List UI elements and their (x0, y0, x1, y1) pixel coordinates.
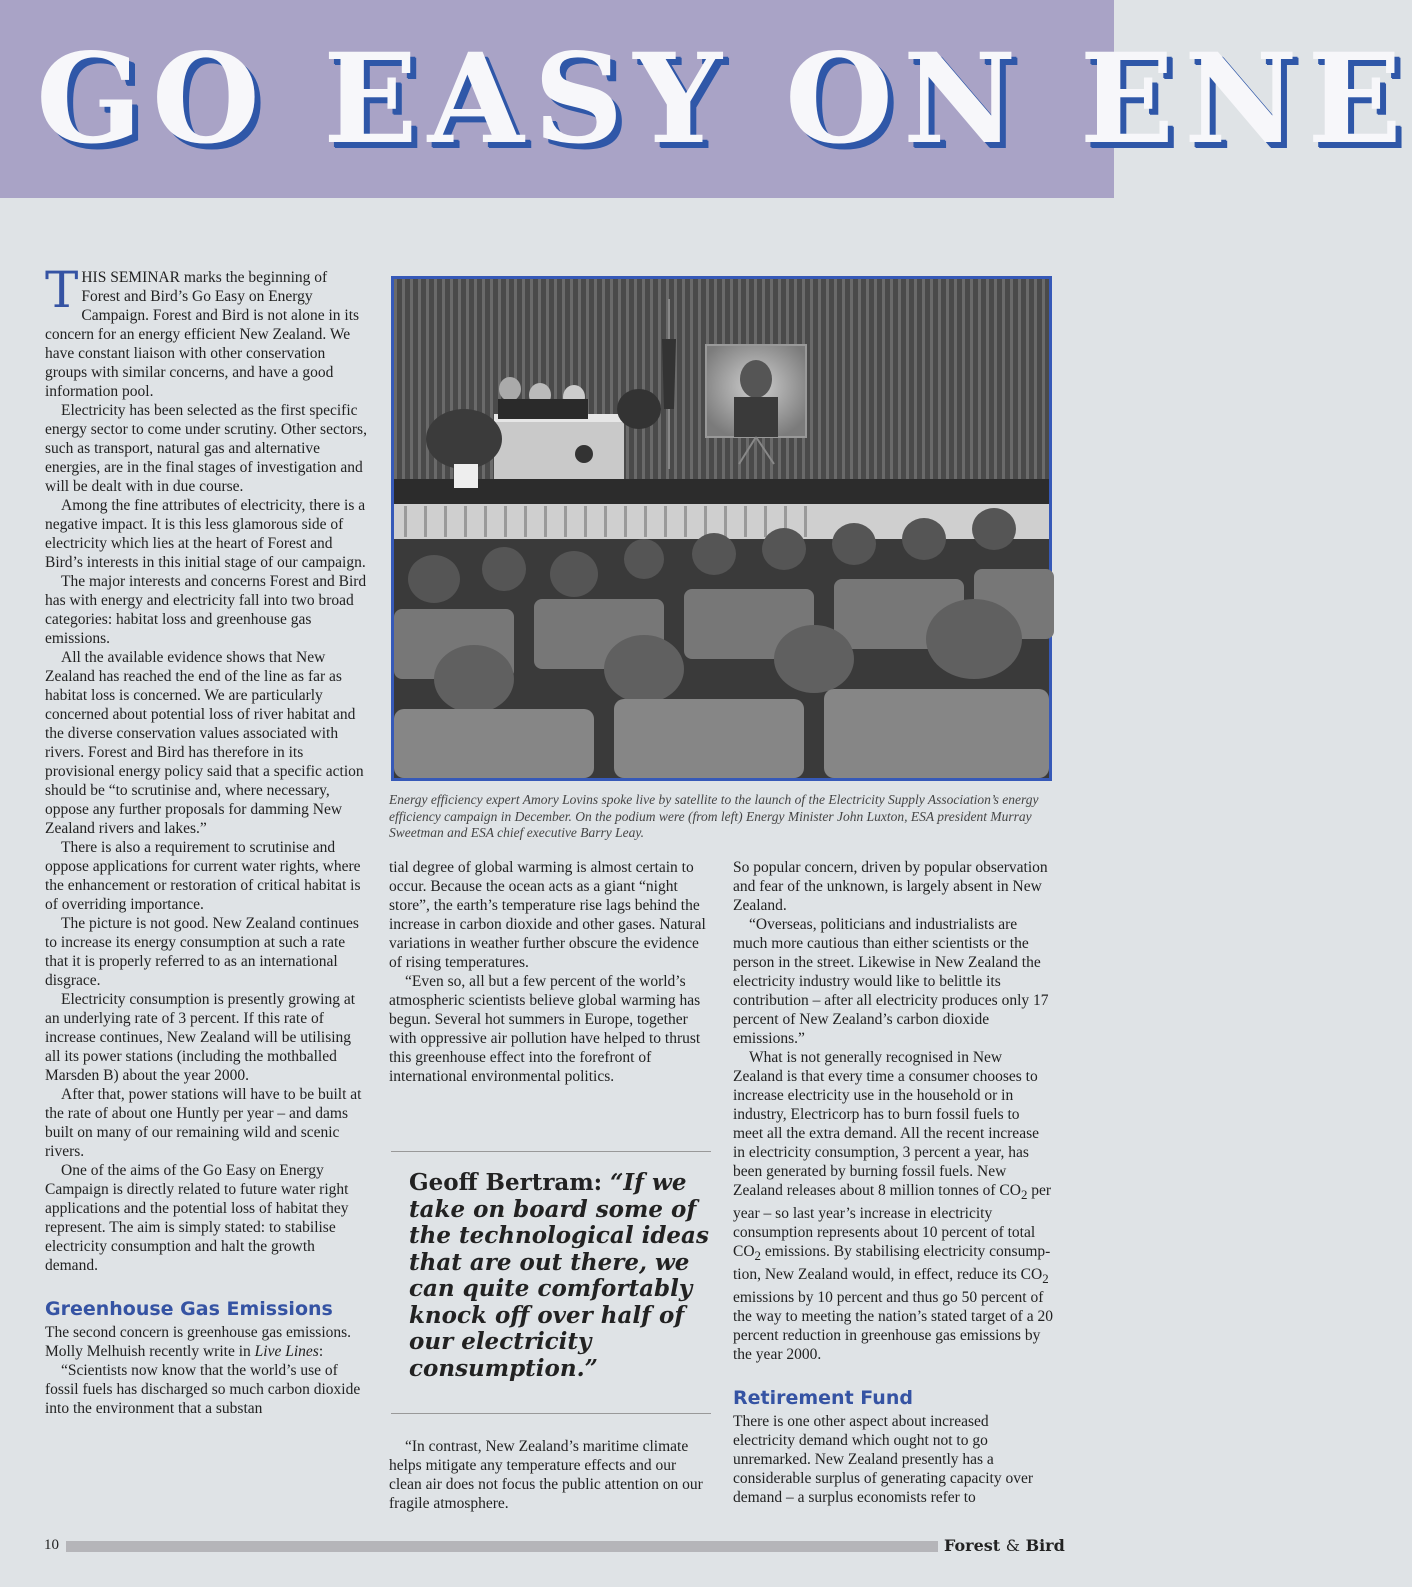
article-column-2-continued (389, 1437, 707, 1513)
page-number: 10 (44, 1537, 59, 1553)
article-column-3 (733, 858, 1053, 1507)
article-column-1 (45, 261, 367, 1418)
paragraph: “Even so, all but a few percent of the world’s atmospheric scientists believe global warming has begun. Several hot summers in Europe, together with oppressive air pollution have helped to thrust this greenhouse effect into the forefront of international environmental politics. (389, 973, 701, 1085)
paragraph: “Overseas, politicians and industrialists are much more cautious than either scientists or the person in the street. Likewise in New Zealand the electricity industry would like to belittle its contribution – after all electricity produces only 17 percent of New Zealand’s carbon dioxide emissions.” (733, 916, 1049, 1047)
title-banner (0, 0, 1412, 198)
paragraph: THIS SEMINAR marks the beginning of Forest and Bird’s Go Easy on Energy Campaign. Forest and Bird is not alone in its concern for an energy efficient New Zealand. We have constant liaison with other conservation groups with similar concerns, and have a good information pool. (45, 261, 360, 400)
paragraph: The major interests and concerns Forest and Bird has with energy and electricity fall into two broad categories: habitat loss and greenhouse gas emissions. (45, 573, 367, 647)
paragraph: One of the aims of the Go Easy on Energy Campaign is directly related to future water right applications and the potential loss of habitat they represent. The aim is simply stated: to stabilise electricity consumption and halt the growth demand. (45, 1162, 349, 1274)
pullquote-bottom-rule (391, 1413, 711, 1414)
headline: GO EASY ON ENE (36, 27, 1412, 172)
article-column-2 (389, 858, 707, 1086)
pullquote-top-rule (391, 1151, 711, 1152)
pull-quote (409, 1170, 709, 1382)
pull-quote-text: “If we take on board some of the technological ideas that are out there, we can quite comfortably knock off over half of our electricity consumption.” (409, 1169, 709, 1382)
photo-caption: Energy efficiency expert Amory Lovins spoke live by satellite to the launch of the Electricity Supply Association’s energy efficiency campaign in December. On the podium were (from left) Energy Minister John Luxton, ESA president Murray Sweetman and ESA chief executive Barry Leay. (389, 792, 1039, 840)
paragraph: What is not generally recognised in New Zealand is that every time a consumer chooses to increase electricity use in the household or in industry, Electricorp has to burn fossil fuels to meet all the extra demand. All the recent increase in electricity consumption, 3 percent a year, has been generated by burning fossil fuels. New Zealand releases about 8 million tonnes of $CO_2$ per year – so last year’s increase in electricity consumption represents about 10 percent of total $CO_2$ emissions. By stabilising electricity consumption, New Zealand would, in effect, reduce its $CO_2$ emissions by 10 percent and thus go 50 percent of the way to meeting the nation’s stated target of a 20 percent reduction in greenhouse gas emissions by the year 2000. (733, 1049, 1053, 1364)
paragraph: All the available evidence shows that New Zealand has reached the end of the line as far as habitat loss is concerned. We are particularly concerned about potential loss of river habitat and the diverse conservation values associated with rivers. Forest and Bird has therefore in its provisional energy policy said that a specific action should be “to scrutinise and, where necessary, oppose any further proposals for damming New Zealand rivers and lakes.” (45, 649, 364, 837)
paragraph: The picture is not good. New Zealand continues to increase its energy consumption at such a rate that it is properly referred to as an international disgrace. (45, 915, 359, 989)
paragraph: Electricity has been selected as the first specific energy sector to come under scrutiny. Other sectors, such as transport, natural gas and alternative energies, are in the final stages of investigation and will be dealt with in due course. (45, 402, 367, 495)
seminar-photo (391, 276, 1052, 781)
pull-quote-speaker: Geoff Bertram: (409, 1169, 611, 1196)
paragraph: There is also a requirement to scrutinise and oppose applications for current water rights, where the enhancement or restoration of critical habitat is of overriding importance. (45, 839, 361, 913)
paragraph: “In contrast, New Zealand’s maritime climate helps mitigate any temperature effects and our clean air does not focus the public attention on our fragile atmosphere. (389, 1438, 703, 1512)
paragraph: So popular concern, driven by popular observation and fear of the unknown, is largely absent in New Zealand. (733, 859, 1048, 914)
seminar-photo-illustration (394, 279, 1049, 778)
paragraph: Among the fine attributes of electricity, there is a negative impact. It is this less glamorous side of electricity which lies at the heart of Forest and Bird’s interests in this initial stage of our campaign. (45, 497, 366, 571)
paragraph: tial degree of global warming is almost certain to occur. Because the ocean acts as a giant “night store”, the earth’s temperature rise lags behind the increase in carbon dioxide and other gases. Natural variations in weather further obscure the evidence of rising temperatures. (389, 859, 706, 971)
paragraph: Electricity consumption is presently growing at an underlying rate of 3 percent. If this rate of increase continues, New Zealand will be utilising all its power stations (including the mothballed Marsden B) about the year 2000. (45, 991, 356, 1084)
magazine-name: Forest & Bird (944, 1536, 1065, 1555)
paragraph: “Scientists now know that the world’s use of fossil fuels has discharged so much carbon dioxide into the environment that a substan (45, 1362, 361, 1417)
paragraph: The second concern is greenhouse gas emissions. Molly Melhuish recently write in Live Lines: (45, 1324, 352, 1360)
drop-cap: T (45, 261, 79, 319)
subhead-greenhouse: Greenhouse Gas Emissions (45, 1298, 333, 1320)
paragraph: There is one other aspect about increased electricity demand which ought not to go unremarked. New Zealand presently has a considerable surplus of generating capacity over demand – a surplus economists refer to (733, 1413, 1033, 1507)
footer-bar (66, 1541, 938, 1552)
subhead-retirement: Retirement Fund (733, 1387, 913, 1410)
paragraph: After that, power stations will have to be built at the rate of about one Huntly per year – and dams built on many of our remaining wild and scenic rivers. (45, 1086, 362, 1160)
